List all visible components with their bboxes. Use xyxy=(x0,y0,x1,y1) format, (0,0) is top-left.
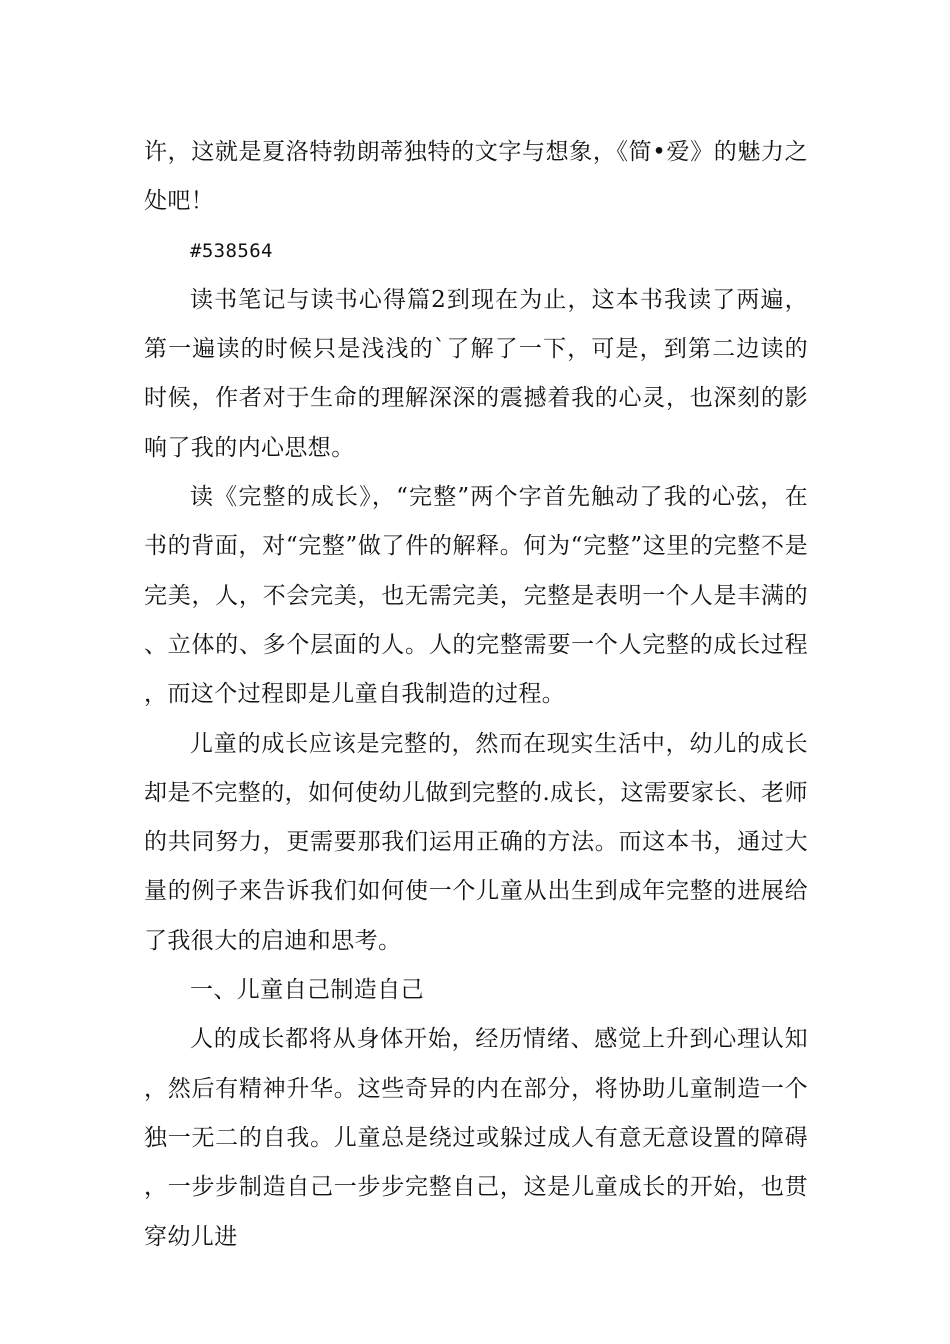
paragraph-hash-id: #538564 xyxy=(190,239,273,262)
paragraph-complete-growth: 读《完整的成长》，“完整”两个字首先触动了我的心弦，在书的背面，对“完整”做了件的解释。何为“完整”这里的完整不是完美，人，不会完美，也无需完美，完整是表明一个人是丰满的、立体的、多个层面的人。人的完整需要一个人完整的成长过程，而这个过程即是儿童自我制造的过程。 xyxy=(144,484,808,708)
paragraph-reading-notes-intro: 读书笔记与读书心得篇2到现在为止，这本书我读了两遍，第一遍读的时候只是浅浅的`了解了一下，可是，到第二边读的时候，作者对于生命的理解深深的震撼着我的心灵，也深刻的影响了我的内心思想。 xyxy=(144,286,808,461)
section-heading-children-create-themselves: 一、儿童自己制造自己 xyxy=(190,977,424,1004)
document-body xyxy=(144,128,808,1262)
paragraph-human-growth: 人的成长都将从身体开始，经历情绪、感觉上升到心理认知，然后有精神升华。这些奇异的内在部分，将协助儿童制造一个独一无二的自我。儿童总是绕过或躲过成人有意无意设置的障碍，一步步制造自己一步步完整自己，这是儿童成长的开始，也贯穿幼儿进 xyxy=(144,1026,808,1250)
paragraph-continuation: 许，这就是夏洛特勃朗蒂独特的文字与想象，《简•爱》的魅力之处吧！ xyxy=(144,139,808,215)
paragraph-child-growth: 儿童的成长应该是完整的，然而在现实生活中，幼儿的成长却是不完整的，如何使幼儿做到完整的.成长，这需要家长、老师的共同努力，更需要那我们运用正确的方法。而这本书，通过大量的例子来告诉我们如何使一个儿童从出生到成年完整的进展给了我很大的启迪和思考。 xyxy=(144,730,808,954)
